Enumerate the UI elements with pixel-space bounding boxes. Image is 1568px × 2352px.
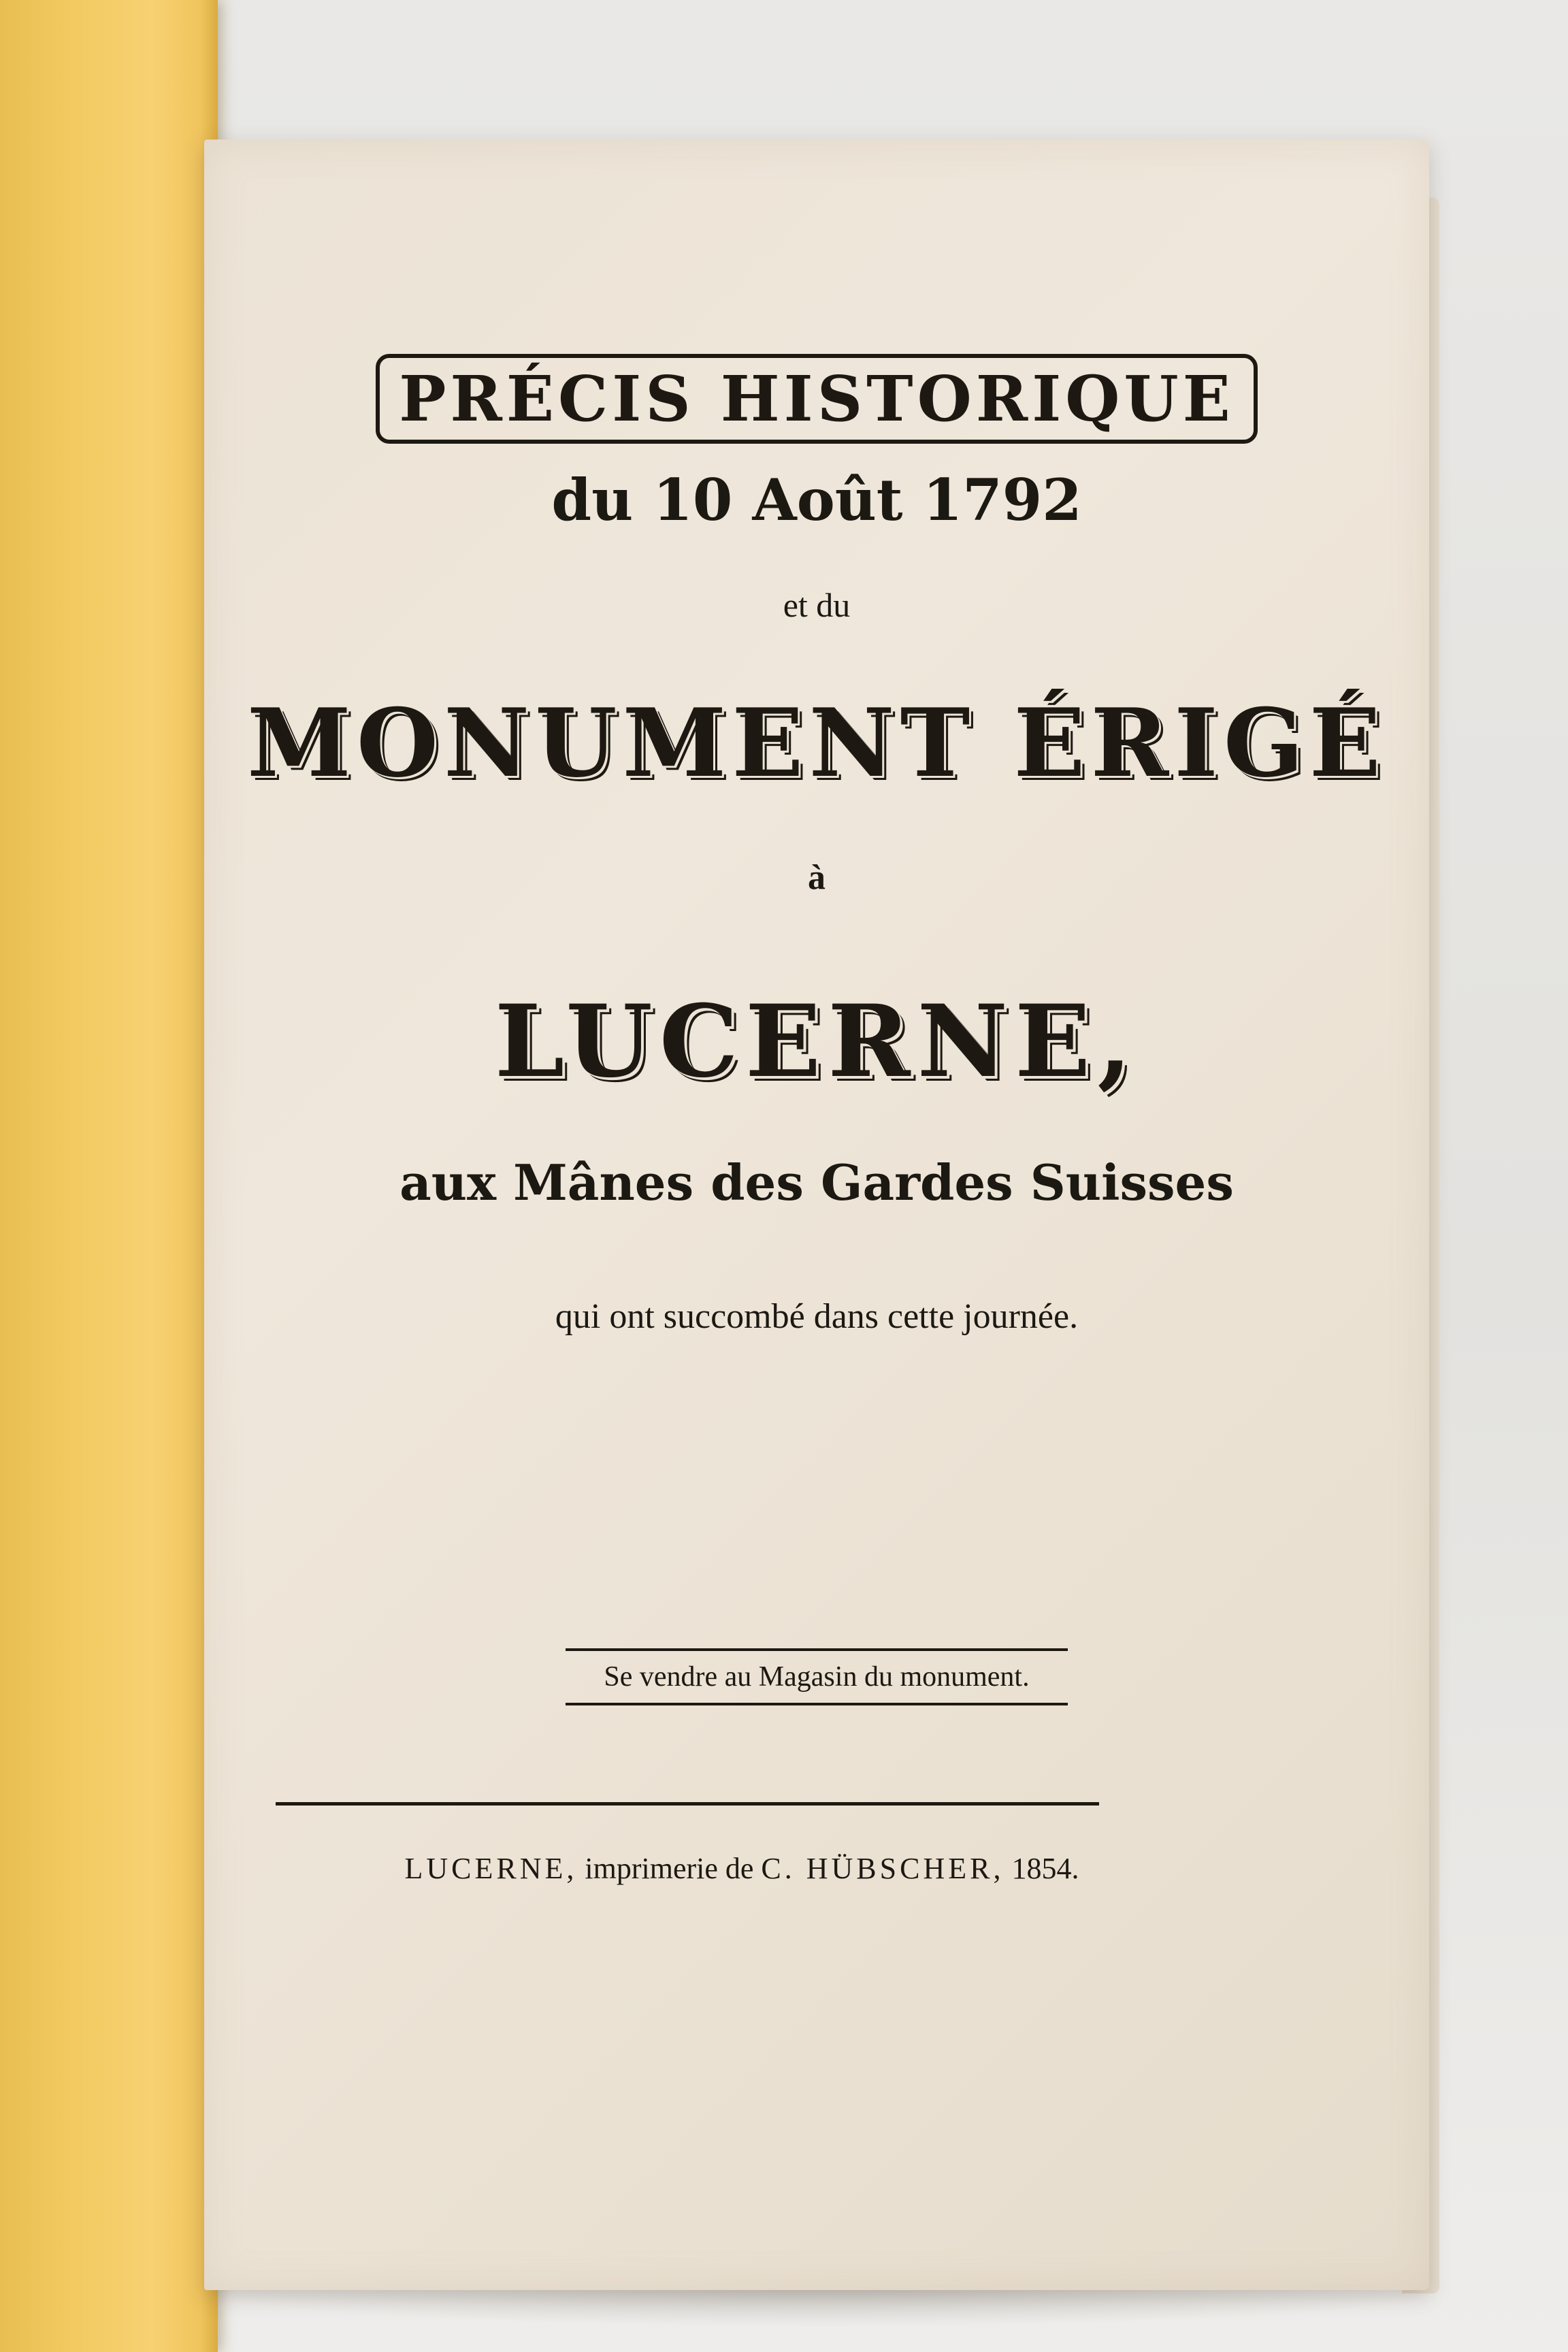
imprint-line xyxy=(129,1851,1354,1886)
imprint-printer-name: C. HÜBSCHER, xyxy=(761,1852,1004,1885)
date-line: du 10 Août 1792 xyxy=(551,466,1082,534)
ornate-title-frame xyxy=(376,354,1257,444)
connector-text: et du xyxy=(783,586,851,624)
title-line-1-text: PRÉCIS HISTORIQUE xyxy=(399,362,1235,436)
title-line-2: MONUMENT ÉRIGÉ xyxy=(247,687,1386,798)
imprint-rule xyxy=(276,1802,1099,1806)
dedication-line: aux Mânes des Gardes Suisses xyxy=(399,1154,1234,1211)
title-line-1 xyxy=(204,354,1429,444)
book-cover-edge xyxy=(0,0,218,2352)
sale-notice xyxy=(204,1648,1429,1705)
sale-notice-box xyxy=(566,1648,1068,1705)
imprint-year: 1854. xyxy=(1011,1852,1079,1885)
city-title: LUCERNE, xyxy=(494,983,1139,1100)
imprint-city: LUCERNE, xyxy=(404,1852,578,1885)
title-page-content xyxy=(204,140,1429,2290)
preposition-text: à xyxy=(808,858,826,897)
sale-notice-text: Se vendre au Magasin du monument. xyxy=(604,1661,1030,1693)
imprint-printer-text: imprimerie de xyxy=(585,1852,754,1885)
subtitle-line: qui ont succombé dans cette journée. xyxy=(555,1297,1079,1336)
